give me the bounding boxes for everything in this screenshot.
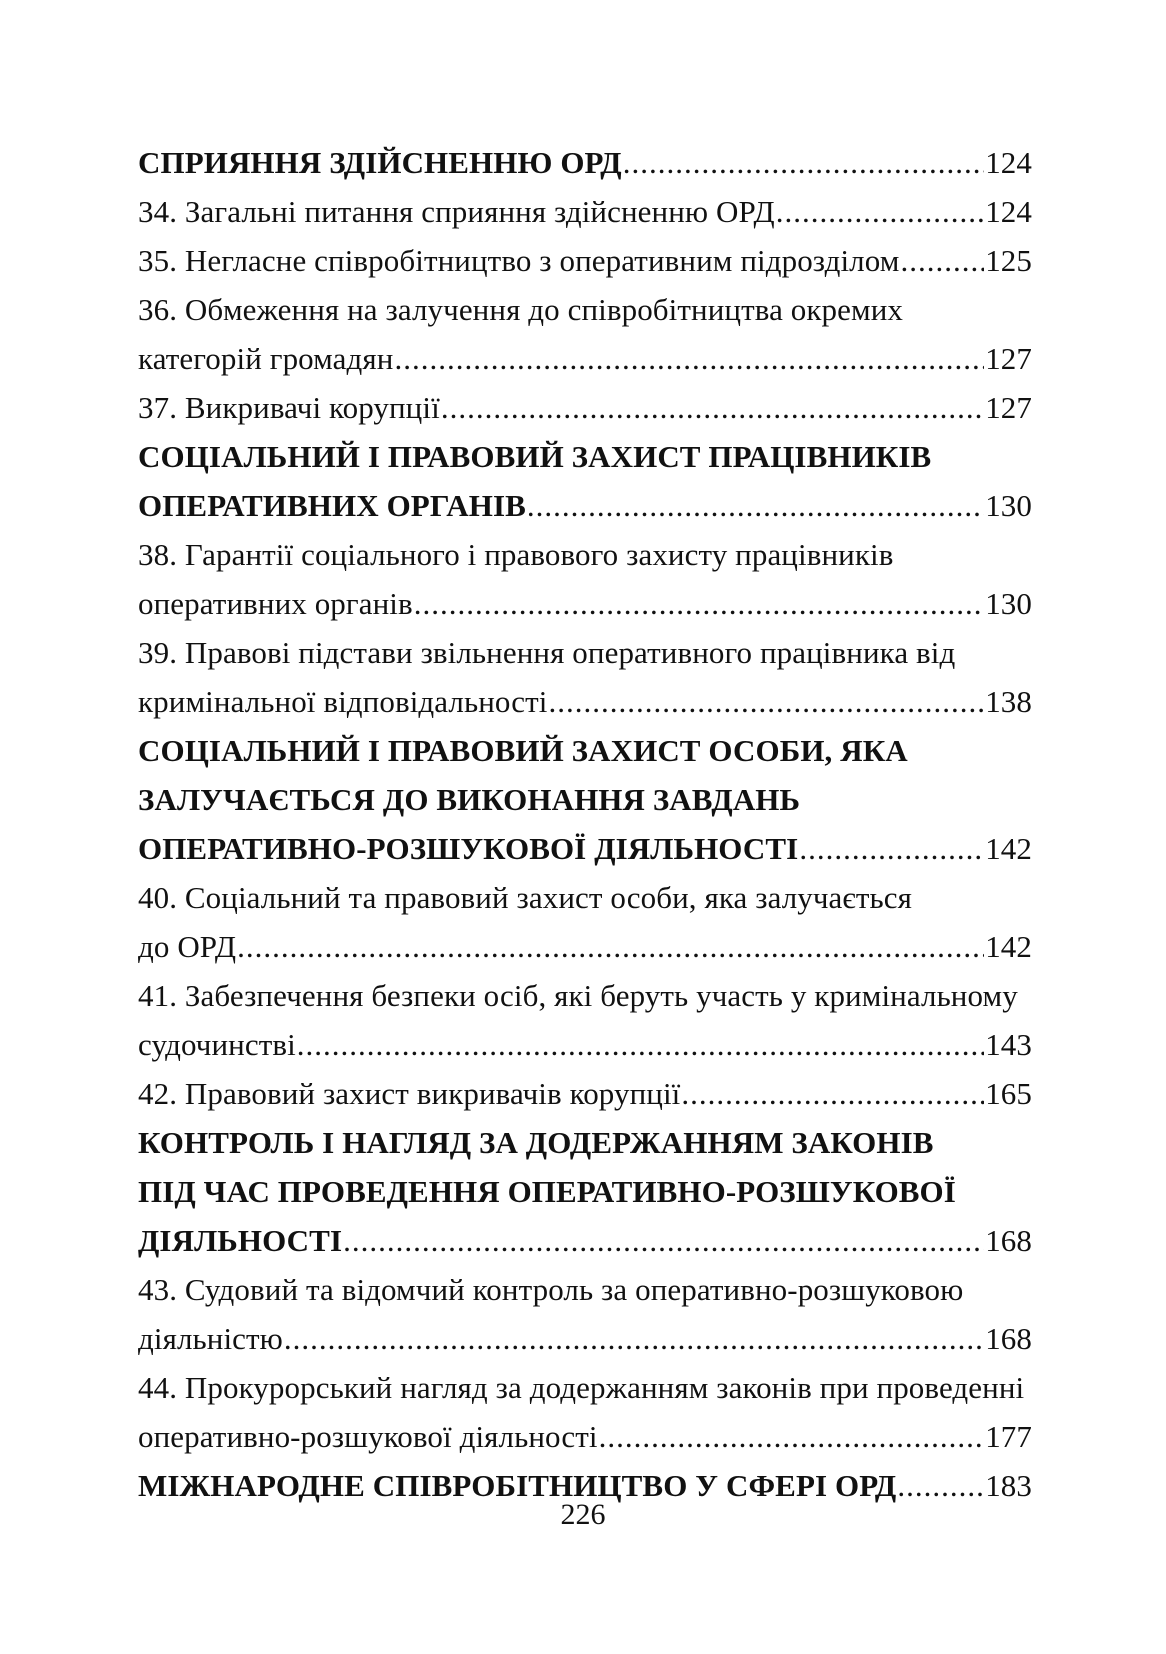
toc-entry bbox=[138, 579, 1032, 628]
toc-entry bbox=[138, 334, 1032, 383]
toc-entry-page: 183 bbox=[985, 1467, 1032, 1503]
toc-section-heading bbox=[138, 1167, 1032, 1216]
toc-entry-title: оперативних органів bbox=[138, 585, 413, 621]
toc-entry bbox=[138, 677, 1032, 726]
toc-entry-title: 43. Судовий та відомчий контроль за оперативно-розшуковою bbox=[138, 1271, 964, 1307]
toc-section-heading bbox=[138, 775, 1032, 824]
toc-entry-page: 168 bbox=[985, 1222, 1032, 1258]
toc-entry bbox=[138, 1314, 1032, 1363]
toc-entry bbox=[138, 971, 1032, 1020]
toc-entry-page: 142 bbox=[985, 928, 1032, 964]
table-of-contents bbox=[138, 138, 1032, 1510]
dot-leader bbox=[297, 1027, 984, 1063]
toc-entry bbox=[138, 1412, 1032, 1461]
toc-entry bbox=[138, 1020, 1032, 1069]
toc-entry-title: 41. Забезпечення безпеки осіб, які беруть участь у кримінальному bbox=[138, 977, 1018, 1013]
toc-entry bbox=[138, 628, 1032, 677]
toc-entry-title: до ОРД bbox=[138, 928, 237, 964]
toc-entry-title: ДІЯЛЬНОСТІ bbox=[138, 1222, 343, 1258]
dot-leader bbox=[527, 488, 984, 524]
toc-entry bbox=[138, 236, 1032, 285]
toc-entry-page: 130 bbox=[985, 487, 1032, 523]
toc-entry bbox=[138, 285, 1032, 334]
toc-entry-page: 138 bbox=[985, 683, 1032, 719]
toc-entry-page: 125 bbox=[985, 242, 1032, 278]
toc-entry-title: 39. Правові підстави звільнення оперативного працівника від bbox=[138, 634, 956, 670]
dot-leader bbox=[623, 145, 984, 181]
dot-leader bbox=[414, 586, 984, 622]
toc-entry-title: СОЦІАЛЬНИЙ І ПРАВОВИЙ ЗАХИСТ ПРАЦІВНИКІВ bbox=[138, 438, 932, 474]
toc-entry-title: 36. Обмеження на залучення до співробітництва окремих bbox=[138, 291, 904, 327]
toc-entry bbox=[138, 1069, 1032, 1118]
dot-leader bbox=[284, 1321, 984, 1357]
toc-entry-title: ОПЕРАТИВНИХ ОРГАНІВ bbox=[138, 487, 526, 523]
toc-section-heading bbox=[138, 1216, 1032, 1265]
dot-leader bbox=[799, 831, 984, 867]
toc-entry-page: 168 bbox=[985, 1320, 1032, 1356]
toc-entry-page: 142 bbox=[985, 830, 1032, 866]
toc-entry-title: 34. Загальні питання сприяння здійсненню ОРД bbox=[138, 193, 775, 229]
toc-entry bbox=[138, 530, 1032, 579]
toc-entry-title: ЗАЛУЧАЄТЬСЯ ДО ВИКОНАННЯ ЗАВДАНЬ bbox=[138, 781, 801, 817]
dot-leader bbox=[776, 194, 984, 230]
toc-section-heading bbox=[138, 138, 1032, 187]
toc-entry-title: 35. Негласне співробітництво з оперативним підрозділом bbox=[138, 242, 900, 278]
toc-entry-title: діяльністю bbox=[138, 1320, 283, 1356]
toc-entry-title: МІЖНАРОДНЕ СПІВРОБІТНИЦТВО У СФЕРІ ОРД bbox=[138, 1467, 897, 1503]
toc-entry-page: 143 bbox=[985, 1026, 1032, 1062]
dot-leader bbox=[681, 1076, 984, 1112]
dot-leader bbox=[549, 684, 985, 720]
toc-entry-page: 127 bbox=[985, 389, 1032, 425]
toc-section-heading bbox=[138, 1118, 1032, 1167]
toc-entry-title: КОНТРОЛЬ І НАГЛЯД ЗА ДОДЕРЖАННЯМ ЗАКОНІВ bbox=[138, 1124, 934, 1160]
toc-entry-page: 130 bbox=[985, 585, 1032, 621]
toc-entry-title: категорій громадян bbox=[138, 340, 394, 376]
toc-entry-title: ПІД ЧАС ПРОВЕДЕННЯ ОПЕРАТИВНО-РОЗШУКОВОЇ bbox=[138, 1173, 956, 1209]
toc-entry-page: 177 bbox=[985, 1418, 1032, 1454]
toc-entry-title: 37. Викривачі корупції bbox=[138, 389, 440, 425]
toc-entry bbox=[138, 922, 1032, 971]
toc-entry-title: 44. Прокурорський нагляд за додержанням законів при проведенні bbox=[138, 1369, 1025, 1405]
toc-entry-title: судочинстві bbox=[138, 1026, 296, 1062]
toc-entry-page: 124 bbox=[985, 144, 1032, 180]
toc-entry bbox=[138, 383, 1032, 432]
page-number: 226 bbox=[560, 1498, 606, 1531]
dot-leader bbox=[343, 1223, 984, 1259]
dot-leader bbox=[394, 341, 984, 377]
toc-entry bbox=[138, 187, 1032, 236]
dot-leader bbox=[441, 390, 984, 426]
toc-section-heading bbox=[138, 432, 1032, 481]
toc-entry-title: кримінальної відповідальності bbox=[138, 683, 548, 719]
toc-entry bbox=[138, 1265, 1032, 1314]
dot-leader bbox=[599, 1419, 985, 1455]
toc-entry-page: 124 bbox=[985, 193, 1032, 229]
dot-leader bbox=[237, 929, 984, 965]
toc-entry-title: СОЦІАЛЬНИЙ І ПРАВОВИЙ ЗАХИСТ ОСОБИ, ЯКА bbox=[138, 732, 908, 768]
dot-leader bbox=[900, 243, 984, 279]
toc-entry-title: ОПЕРАТИВНО-РОЗШУКОВОЇ ДІЯЛЬНОСТІ bbox=[138, 830, 799, 866]
toc-entry-page: 127 bbox=[985, 340, 1032, 376]
toc-section-heading bbox=[138, 726, 1032, 775]
toc-entry-title: СПРИЯННЯ ЗДІЙСНЕННЮ ОРД bbox=[138, 144, 622, 180]
toc-entry bbox=[138, 1363, 1032, 1412]
toc-entry bbox=[138, 873, 1032, 922]
toc-section-heading bbox=[138, 824, 1032, 873]
toc-entry-title: 38. Гарантії соціального і правового захисту працівників bbox=[138, 536, 894, 572]
toc-entry-title: 40. Соціальний та правовий захист особи, яка залучається bbox=[138, 879, 912, 915]
toc-entry-page: 165 bbox=[985, 1075, 1032, 1111]
toc-entry-title: 42. Правовий захист викривачів корупції bbox=[138, 1075, 681, 1111]
toc-entry-title: оперативно-розшукової діяльності bbox=[138, 1418, 598, 1454]
toc-section-heading bbox=[138, 481, 1032, 530]
